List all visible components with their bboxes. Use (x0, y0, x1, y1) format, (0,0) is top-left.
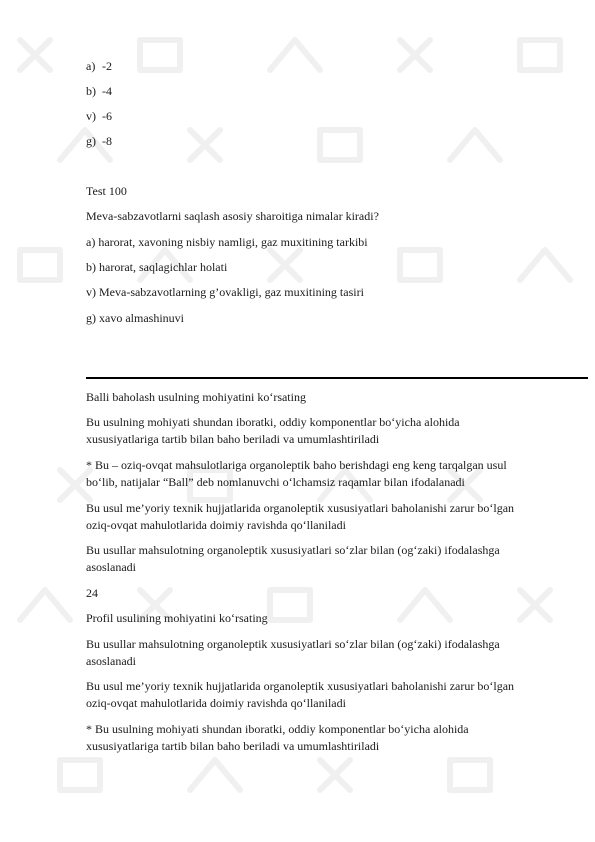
answer-a: a) harorat, xavoning nisbiy namligi, gaz muxitining tarkibi (86, 235, 368, 249)
option-g (86, 134, 112, 148)
question-number: 24 (86, 586, 98, 600)
option-v (86, 109, 112, 123)
option-b (86, 84, 112, 98)
answer-text: oziq-ovqat mahulotlarida doimiy ravishda qo‘llaniladi (86, 696, 346, 710)
option-a (86, 59, 112, 73)
correct-answer-text: xususiyatlariga tartib bilan baho beriladi va umumlashtiriladi (86, 739, 380, 753)
option-value: -8 (102, 134, 112, 148)
answer-g: g) xavo almashinuvi (86, 311, 184, 325)
answer-text: Bu usul me’yoriy texnik hujjatlarida organoleptik xususiyatlari baholanishi zarur bo‘lgan (86, 679, 515, 693)
option-letter: b) (86, 84, 96, 98)
test-question: Meva-sabzavotlarni saqlash asosiy sharoitiga nimalar kiradi? (86, 209, 379, 223)
option-value: -4 (102, 84, 112, 98)
answer-text: Bu usullar mahsulotning organoleptik xususiyatlari so‘zlar bilan (og‘zaki) ifodalashga (86, 543, 500, 557)
answer-v: v) Meva-sabzavotlarning g’ovakligi, gaz muxitining tasiri (86, 285, 364, 299)
option-value: -6 (102, 109, 112, 123)
section-divider (86, 377, 588, 379)
option-letter: v) (86, 109, 96, 123)
question-balli: Balli baholash usulning mohiyatini ko‘rsating (86, 390, 306, 404)
answer-b: b) harorat, saqlagichlar holati (86, 260, 228, 274)
answer-text: oziq-ovqat mahulotlarida doimiy ravishda qo‘llaniladi (86, 518, 346, 532)
correct-answer-text: * Bu usulning mohiyati shundan iboratki, oddiy komponentlar bo‘yicha alohida (86, 722, 469, 736)
option-letter: g) (86, 134, 96, 148)
question-profil: Profil usulining mohiyatini ko‘rsating (86, 611, 268, 625)
answer-text: asoslanadi (86, 654, 136, 668)
option-letter: a) (86, 59, 96, 73)
correct-answer-text: * Bu – oziq-ovqat mahsulotlariga organoleptik baho berishdagi eng keng tarqalgan usul (86, 458, 507, 472)
answer-text: Bu usulning mohiyati shundan iboratki, oddiy komponentlar bo‘yicha alohida (86, 415, 460, 429)
option-value: -2 (102, 59, 112, 73)
answer-text: asoslanadi (86, 560, 136, 574)
test-title: Test 100 (86, 184, 127, 198)
answer-text: xususiyatlariga tartib bilan baho beriladi va umumlashtiriladi (86, 432, 380, 446)
answer-text: Bu usul me’yoriy texnik hujjatlarida organoleptik xususiyatlari baholanishi zarur bo‘lgan (86, 501, 515, 515)
answer-text: Bu usullar mahsulotning organoleptik xususiyatlari so‘zlar bilan (og‘zaki) ifodalashga (86, 637, 500, 651)
correct-answer-text: bo‘lib, natijalar “Ball” deb nomlanuvchi o‘lchamsiz raqamlar bilan ifodalanadi (86, 475, 465, 489)
